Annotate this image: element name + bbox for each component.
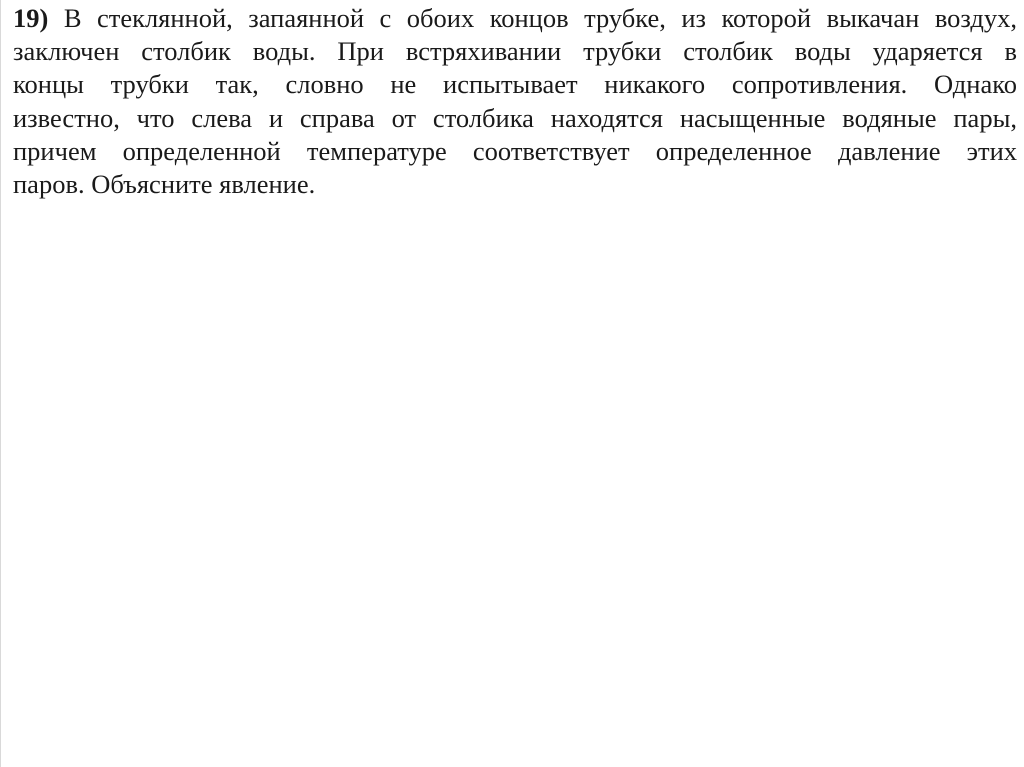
problem-line-5: причем определенной температуре соответствует определенное давление этих xyxy=(13,135,1017,166)
problem-line-3: концы трубки так, словно не испытывает никакого сопротивления. Однако xyxy=(13,69,1017,100)
problem-number: 19) xyxy=(13,3,49,33)
problem-line-1-text: В стеклянной, запаянной с обоих концов трубке, из которой выкачан воздух, xyxy=(63,3,1017,33)
problem-line-1 xyxy=(13,2,1017,35)
problem-line-2: заключен столбик воды. При встряхивании трубки столбик воды ударяется в xyxy=(13,36,1017,67)
problem-text xyxy=(13,2,1017,201)
problem-line-6: паров. Объясните явление. xyxy=(13,169,316,200)
problem-line-4: известно, что слева и справа от столбика находятся насыщенные водяные пары, xyxy=(13,102,1017,133)
